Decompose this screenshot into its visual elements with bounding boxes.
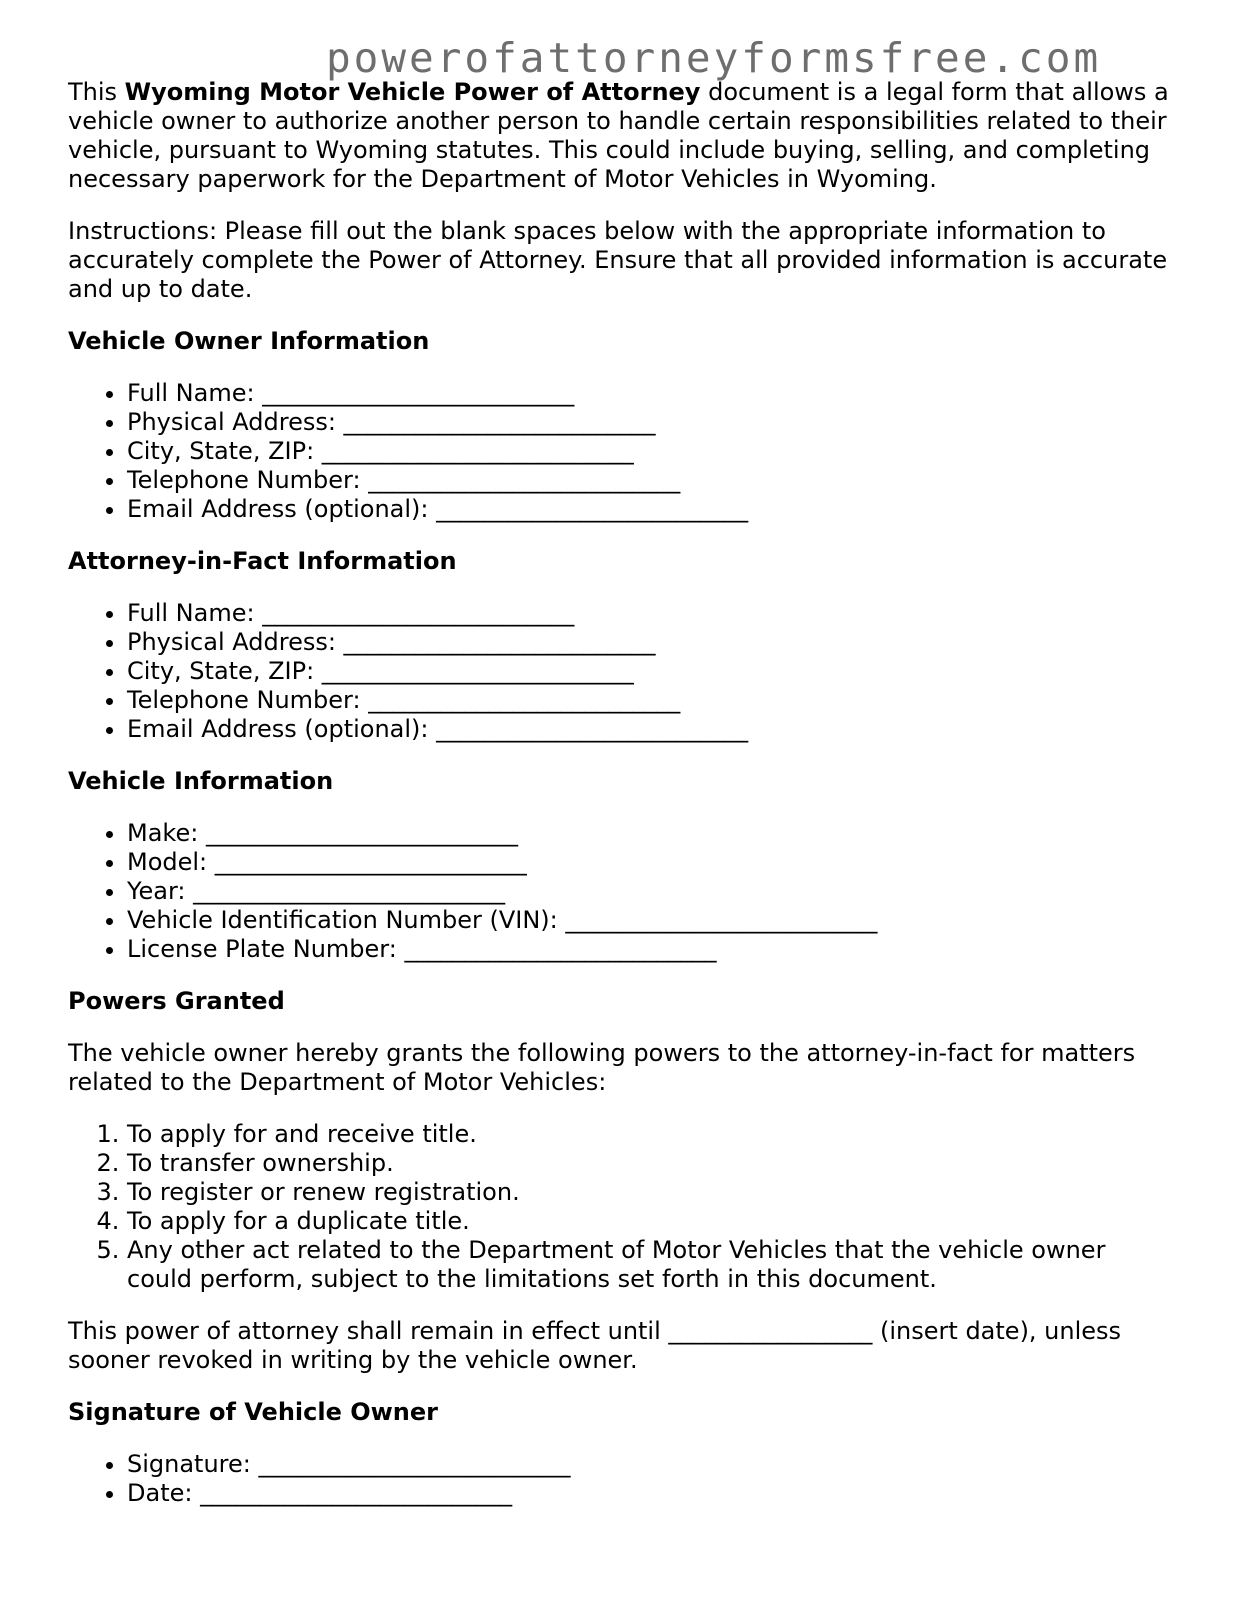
vehicle-vin-field[interactable]: • Vehicle Identification Number (VIN): __________________________ [127,906,1178,935]
power-item: 3. To register or renew registration. [127,1178,1178,1207]
intro-document-title: Wyoming Motor Vehicle Power of Attorney [124,78,701,106]
owner-full-name-field[interactable]: • Full Name: __________________________ [127,379,1178,408]
attorney-physical-address-field[interactable]: • Physical Address: __________________________ [127,628,1178,657]
duration-paragraph[interactable]: This power of attorney shall remain in effect until _________________ (insert date), unless sooner revoked in writing by the vehicle owner. [68,1317,1122,1374]
vehicle-fields-list [68,819,1178,964]
intro-prefix: This [68,78,125,106]
owner-email-field[interactable]: • Email Address (optional): __________________________ [127,495,1178,524]
powers-section-heading: Powers Granted [68,987,285,1015]
signature-section-heading: Signature of Vehicle Owner [68,1398,438,1426]
signature-date-field[interactable]: • Date: __________________________ [127,1479,1178,1508]
attorney-city-state-zip-field[interactable]: • City, State, ZIP: __________________________ [127,657,1178,686]
attorney-telephone-field[interactable]: • Telephone Number: __________________________ [127,686,1178,715]
attorney-email-field[interactable]: • Email Address (optional): __________________________ [127,715,1178,744]
vehicle-section-heading: Vehicle Information [68,767,334,795]
owner-section-heading: Vehicle Owner Information [68,327,430,355]
owner-city-state-zip-field[interactable]: • City, State, ZIP: __________________________ [127,437,1178,466]
power-item: 4. To apply for a duplicate title. [127,1207,1178,1236]
attorney-full-name-field[interactable]: • Full Name: __________________________ [127,599,1178,628]
power-item: 5. Any other act related to the Department of Motor Vehicles that the vehicle owner could perform, subject to the limitations set forth in this document. [127,1236,1178,1294]
vehicle-model-field[interactable]: • Model: __________________________ [127,848,1178,877]
intro-paragraph [68,78,1178,194]
intro-suffix: document is a legal form that allows a vehicle owner to authorize another person to handle certain responsibilities related to their vehicle, pursuant to Wyoming statutes. This could include buying, selling, and completing necessary paperwork for the Department of Motor Vehicles in Wyoming. [68,78,1169,193]
signature-field[interactable]: • Signature: __________________________ [127,1450,1178,1479]
power-item: 2. To transfer ownership. [127,1149,1178,1178]
document-body [68,78,1178,1531]
owner-telephone-field[interactable]: • Telephone Number: __________________________ [127,466,1178,495]
instructions-paragraph: Instructions: Please fill out the blank spaces below with the appropriate information to accurately complete the Power of Attorney. Ensure that all provided information is accurate and up to date. [68,217,1168,303]
watermark: powerofattorneyformsfree.com [326,34,1102,82]
vehicle-make-field[interactable]: • Make: __________________________ [127,819,1178,848]
powers-intro-paragraph: The vehicle owner hereby grants the following powers to the attorney-in-fact for matters related to the Department of Motor Vehicles: [68,1039,1136,1096]
vehicle-license-plate-field[interactable]: • License Plate Number: __________________________ [127,935,1178,964]
attorney-fields-list [68,599,1178,744]
signature-fields-list [68,1450,1178,1508]
attorney-section-heading: Attorney-in-Fact Information [68,547,457,575]
power-item: 1. To apply for and receive title. [127,1120,1178,1149]
owner-physical-address-field[interactable]: • Physical Address: __________________________ [127,408,1178,437]
owner-fields-list [68,379,1178,524]
vehicle-year-field[interactable]: • Year: __________________________ [127,877,1178,906]
powers-list [68,1120,1178,1294]
